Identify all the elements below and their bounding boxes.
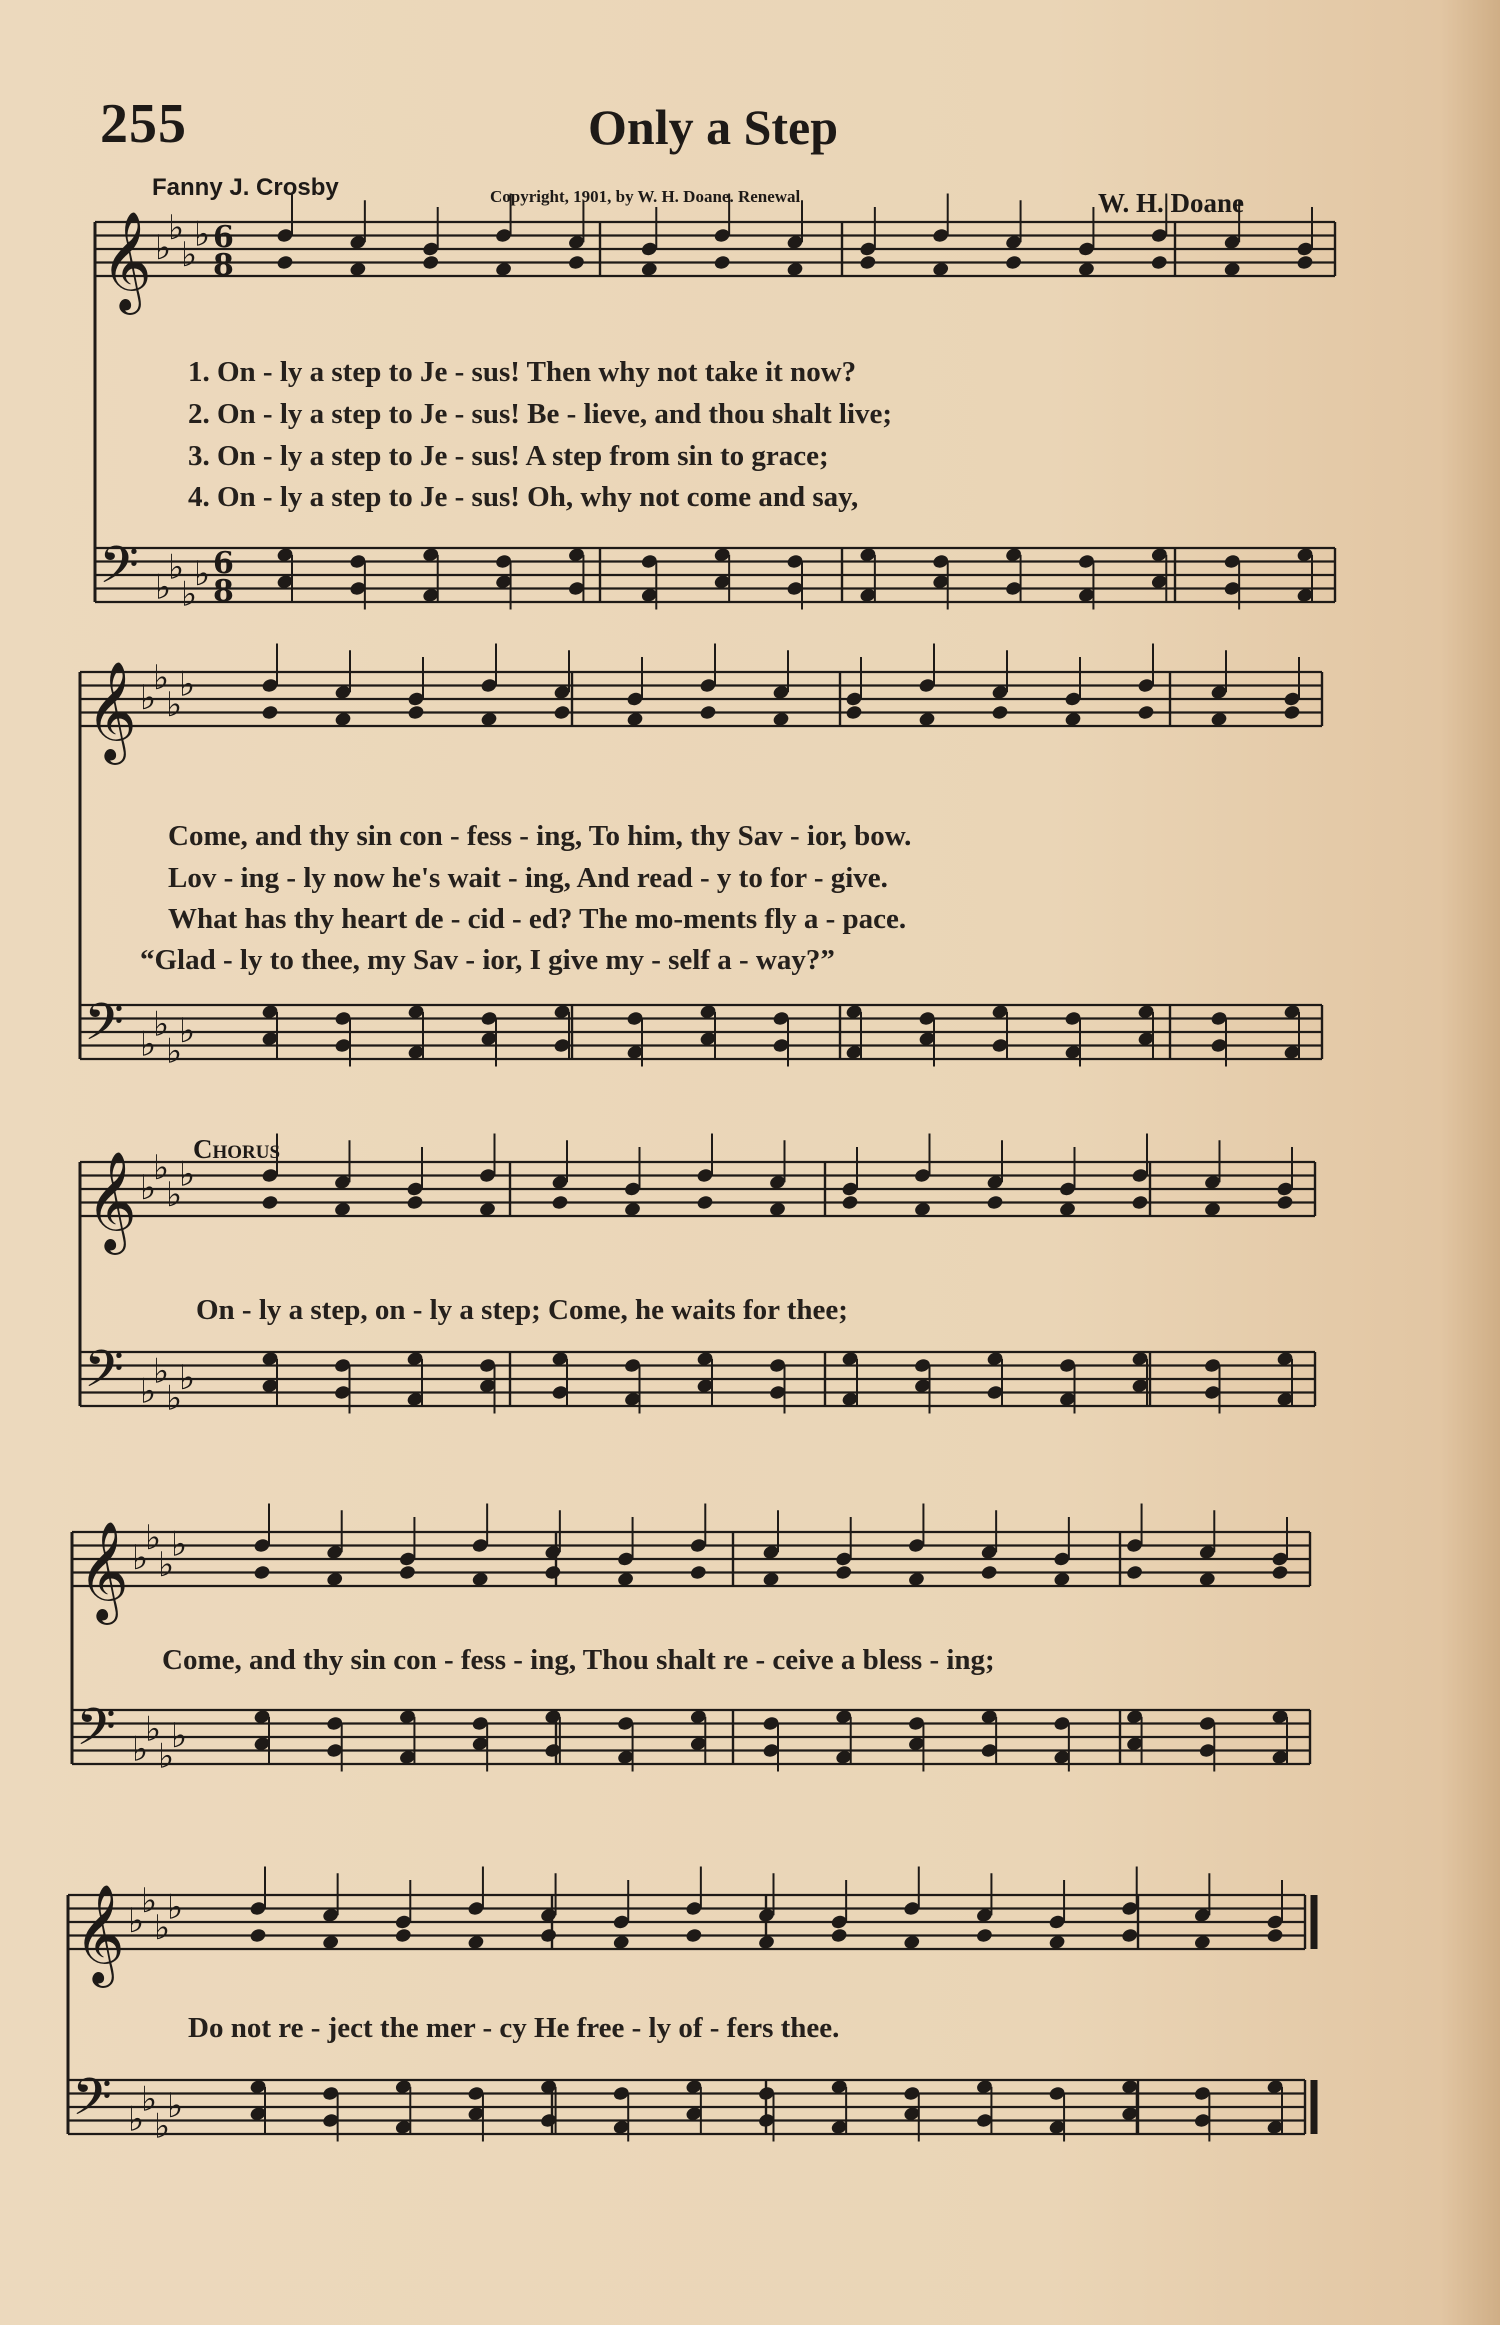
flat-icon: ♭	[179, 1358, 196, 1398]
note-head	[991, 704, 1009, 720]
flat-icon: ♭	[194, 214, 211, 255]
verse-4-line-1: 4. On - ly a step to Je - sus! Oh, why not come and say,	[188, 481, 859, 513]
note-head	[1131, 1194, 1149, 1210]
note-head	[975, 1927, 993, 1943]
flat-icon: ♭	[168, 547, 185, 588]
flat-icon: ♭	[155, 228, 172, 268]
flat-icon: ♭	[132, 1538, 149, 1578]
flat-icon: ♭	[179, 1154, 196, 1195]
bass-clef-icon: 𝄢	[72, 2066, 112, 2140]
note-head	[1150, 254, 1168, 270]
copyright-notice: Copyright, 1901, by W. H. Doane. Renewal	[490, 187, 801, 206]
note-head	[261, 1194, 279, 1210]
note-head	[1271, 1564, 1289, 1580]
flat-icon: ♭	[153, 1147, 170, 1188]
note-head	[553, 704, 571, 720]
note-head	[689, 1564, 707, 1580]
flat-icon: ♭	[128, 1901, 145, 1941]
note-head	[261, 704, 279, 720]
verse-2-line-2: Lov - ing - ly now he's wait - ing, And read - y to for - give.	[168, 862, 888, 894]
flat-icon: ♭	[140, 678, 157, 718]
note-head	[1283, 704, 1301, 720]
flat-icon: ♭	[171, 1716, 188, 1756]
flat-icon: ♭	[141, 1880, 158, 1921]
bass-clef-icon: 𝄢	[99, 534, 139, 608]
flat-icon: ♭	[168, 207, 185, 248]
flat-icon: ♭	[158, 1544, 175, 1585]
flat-icon: ♭	[153, 1351, 170, 1392]
note-head	[980, 1564, 998, 1580]
time-signature-bottom: 8	[213, 248, 234, 283]
flat-icon: ♭	[132, 1729, 149, 1770]
verse-4-line-2: “Glad - ly to thee, my Sav - ior, I give my - self a - way?”	[140, 944, 835, 976]
flat-icon: ♭	[181, 574, 198, 615]
treble-clef-icon: 𝄞	[101, 211, 152, 311]
note-head	[1125, 1564, 1143, 1580]
note-head	[859, 254, 877, 270]
note-head	[713, 254, 731, 270]
flat-icon: ♭	[181, 234, 198, 275]
flat-icon: ♭	[154, 2106, 171, 2147]
note-head	[830, 1927, 848, 1943]
note-head	[1137, 704, 1155, 720]
note-head	[845, 704, 863, 720]
note-head	[394, 1927, 412, 1943]
note-head	[696, 1194, 714, 1210]
composer-credit: W. H. Doane	[1098, 188, 1245, 218]
verse-1-line-1: 1. On - ly a step to Je - sus! Then why not take it now?	[188, 356, 857, 388]
flat-icon: ♭	[166, 1174, 183, 1215]
note-head	[1266, 1927, 1284, 1943]
note-head	[835, 1564, 853, 1580]
flat-icon: ♭	[153, 1004, 170, 1045]
bass-clef-icon: 𝄢	[84, 1338, 124, 1412]
note-head	[544, 1564, 562, 1580]
note-head	[841, 1194, 859, 1210]
verse-2-line-1: 2. On - ly a step to Je - sus! Be - lieve, and thou shalt live;	[188, 398, 893, 430]
hymn-number: 255	[100, 93, 187, 155]
treble-clef-icon: 𝄞	[86, 661, 137, 761]
treble-clef-icon: 𝄞	[86, 1151, 137, 1251]
flat-icon: ♭	[140, 1168, 157, 1208]
flat-icon: ♭	[140, 1371, 157, 1412]
note-head	[1121, 1927, 1139, 1943]
chorus-label: Chorus	[193, 1134, 281, 1164]
note-head	[986, 1194, 1004, 1210]
verse-3-line-2: What has thy heart de - cid - ed? The mo-ments fly a - pace.	[168, 903, 907, 935]
note-head	[422, 254, 440, 270]
note-head	[406, 1194, 424, 1210]
flat-icon: ♭	[179, 664, 196, 705]
treble-clef-icon: 𝄞	[74, 1884, 125, 1984]
note-head	[567, 254, 585, 270]
lyricist-credit: Fanny J. Crosby	[152, 174, 339, 201]
treble-clef-icon: 𝄞	[78, 1521, 129, 1621]
flat-icon: ♭	[167, 1887, 184, 1928]
note-head	[249, 1927, 267, 1943]
note-head	[398, 1564, 416, 1580]
chorus-line-1: On - ly a step, on - ly a step; Come, he waits for thee;	[196, 1294, 848, 1326]
time-signature-bottom: 8	[213, 574, 234, 609]
bass-clef-icon: 𝄢	[76, 1696, 116, 1770]
flat-icon: ♭	[194, 554, 211, 594]
note-head	[276, 254, 294, 270]
note-head	[551, 1194, 569, 1210]
note-head	[1276, 1194, 1294, 1210]
time-signature-top: 6	[213, 546, 234, 581]
flat-icon: ♭	[158, 1736, 175, 1777]
hymn-title: Only a Step	[588, 99, 839, 155]
flat-icon: ♭	[141, 2079, 158, 2120]
note-head	[1004, 254, 1022, 270]
flat-icon: ♭	[166, 1031, 183, 1072]
note-head	[539, 1927, 557, 1943]
chorus-line-3: Do not re - ject the mer - cy He free - ly of - fers thee.	[188, 2012, 840, 2044]
flat-icon: ♭	[171, 1524, 188, 1565]
note-head	[253, 1564, 271, 1580]
verse-1-line-2: Come, and thy sin con - fess - ing, To him, thy Sav - ior, bow.	[168, 820, 912, 852]
flat-icon: ♭	[128, 2099, 145, 2140]
verse-3-line-1: 3. On - ly a step to Je - sus! A step from sin to grace;	[188, 440, 829, 472]
note-head	[407, 704, 425, 720]
flat-icon: ♭	[153, 657, 170, 698]
flat-icon: ♭	[166, 684, 183, 725]
note-head	[685, 1927, 703, 1943]
flat-icon: ♭	[155, 567, 172, 608]
note-head	[1296, 254, 1314, 270]
bass-clef-icon: 𝄢	[84, 991, 124, 1065]
flat-icon: ♭	[154, 1907, 171, 1948]
flat-icon: ♭	[145, 1709, 162, 1750]
flat-icon: ♭	[145, 1517, 162, 1558]
time-signature-top: 6	[213, 220, 234, 255]
flat-icon: ♭	[167, 2086, 184, 2126]
chorus-line-2: Come, and thy sin con - fess - ing, Thou shalt re - ceive a bless - ing;	[162, 1644, 995, 1676]
flat-icon: ♭	[140, 1024, 157, 1065]
flat-icon: ♭	[179, 1011, 196, 1051]
note-head	[699, 704, 717, 720]
flat-icon: ♭	[166, 1378, 183, 1419]
